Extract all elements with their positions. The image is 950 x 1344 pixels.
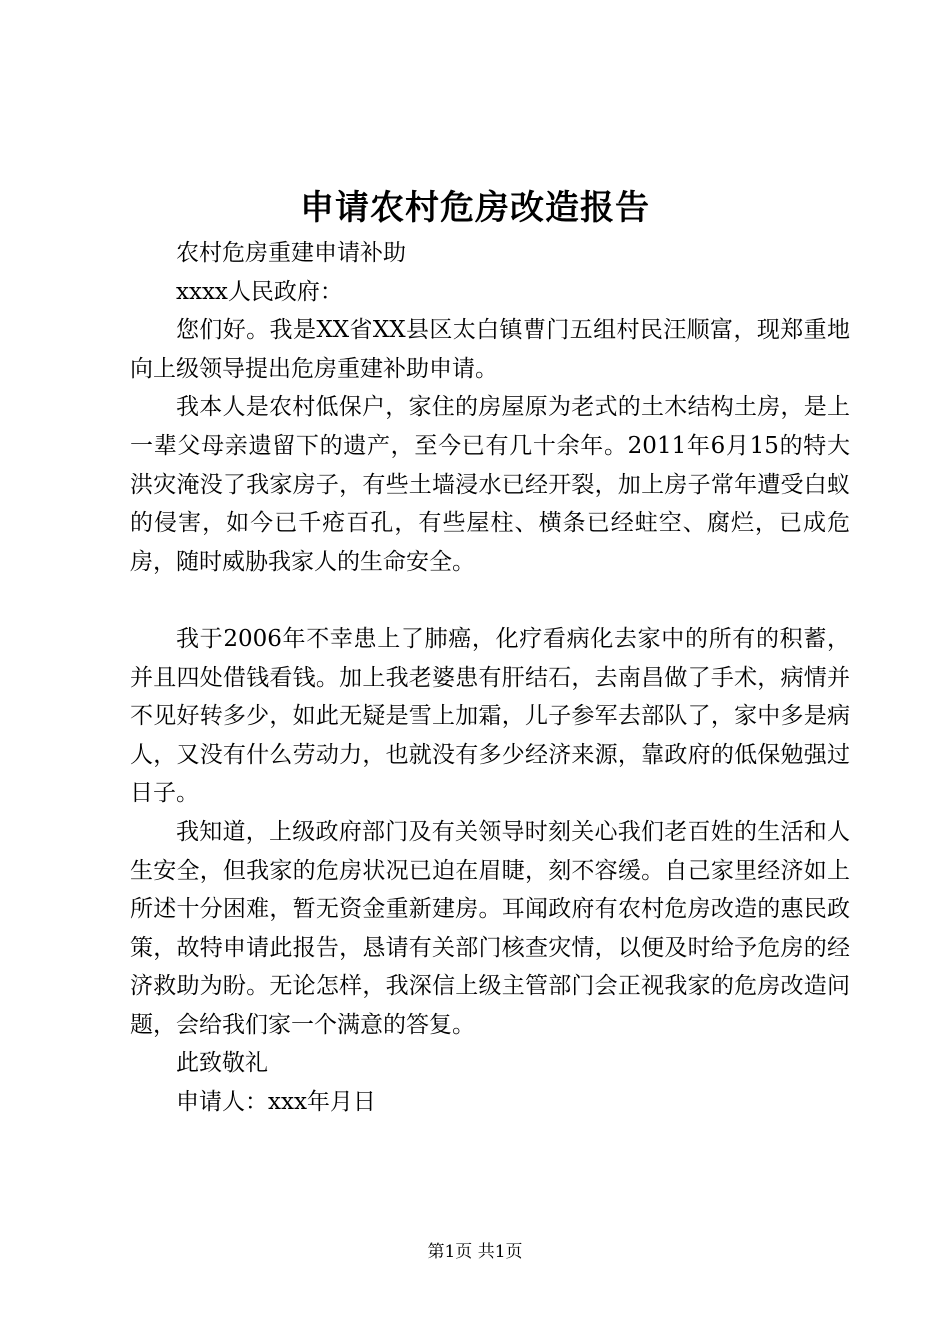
subject-line: 农村危房重建申请补助 <box>176 240 406 266</box>
closing-line: 此致敬礼 <box>176 1050 268 1077</box>
signature-line: 申请人：xxx年月日 <box>176 1089 376 1116</box>
body-paragraph-house: 我本人是农村低保户，家住的房屋原为老式的土木结构土房，是上一辈父母亲遗留下的遗产，至今已有几十余年。2011年6月15的特大洪灾淹没了我家房子，有些土墙浸水已经开裂，加上房子常年遭受白蚁的侵害，如今已千疮百孔，有些屋柱、横条已经蛀空、腐烂，已成危房，随时威胁我家人的生命安全。 <box>130 394 850 575</box>
document-title: 申请农村危房改造报告 <box>300 188 650 228</box>
body-paragraph-request: 我知道，上级政府部门及有关领导时刻关心我们老百姓的生活和人生安全，但我家的危房状况已迫在眉睫，刻不容缓。自己家里经济如上所述十分困难，暂无资金重新建房。耳闻政府有农村危房改造的惠民政策，故特申请此报告，恳请有关部门核查灾情，以便及时给予危房的经济救助为盼。无论怎样，我深信上级主管部门会正视我家的危房改造问题，会给我们家一个满意的答复。 <box>130 818 850 1038</box>
body-paragraph-intro: 您们好。我是XX省XX县区太白镇曹门五组村民汪顺富，现郑重地向上级领导提出危房重建补助申请。 <box>130 317 850 382</box>
paragraph-spacer <box>130 581 850 620</box>
body-paragraph-illness: 我于2006年不幸患上了肺癌，化疗看病化去家中的所有的积蓄，并且四处借钱看钱。加上我老婆患有肝结石，去南昌做了手术，病情并不见好转多少，如此无疑是雪上加霜，儿子参军去部队了，家中多是病人，又没有什么劳动力，也就没有多少经济来源，靠政府的低保勉强过日子。 <box>130 625 850 807</box>
document-body <box>130 234 850 1122</box>
salutation: xxxx人民政府： <box>176 278 343 305</box>
page-number: 第1页 共1页 <box>427 1242 523 1262</box>
